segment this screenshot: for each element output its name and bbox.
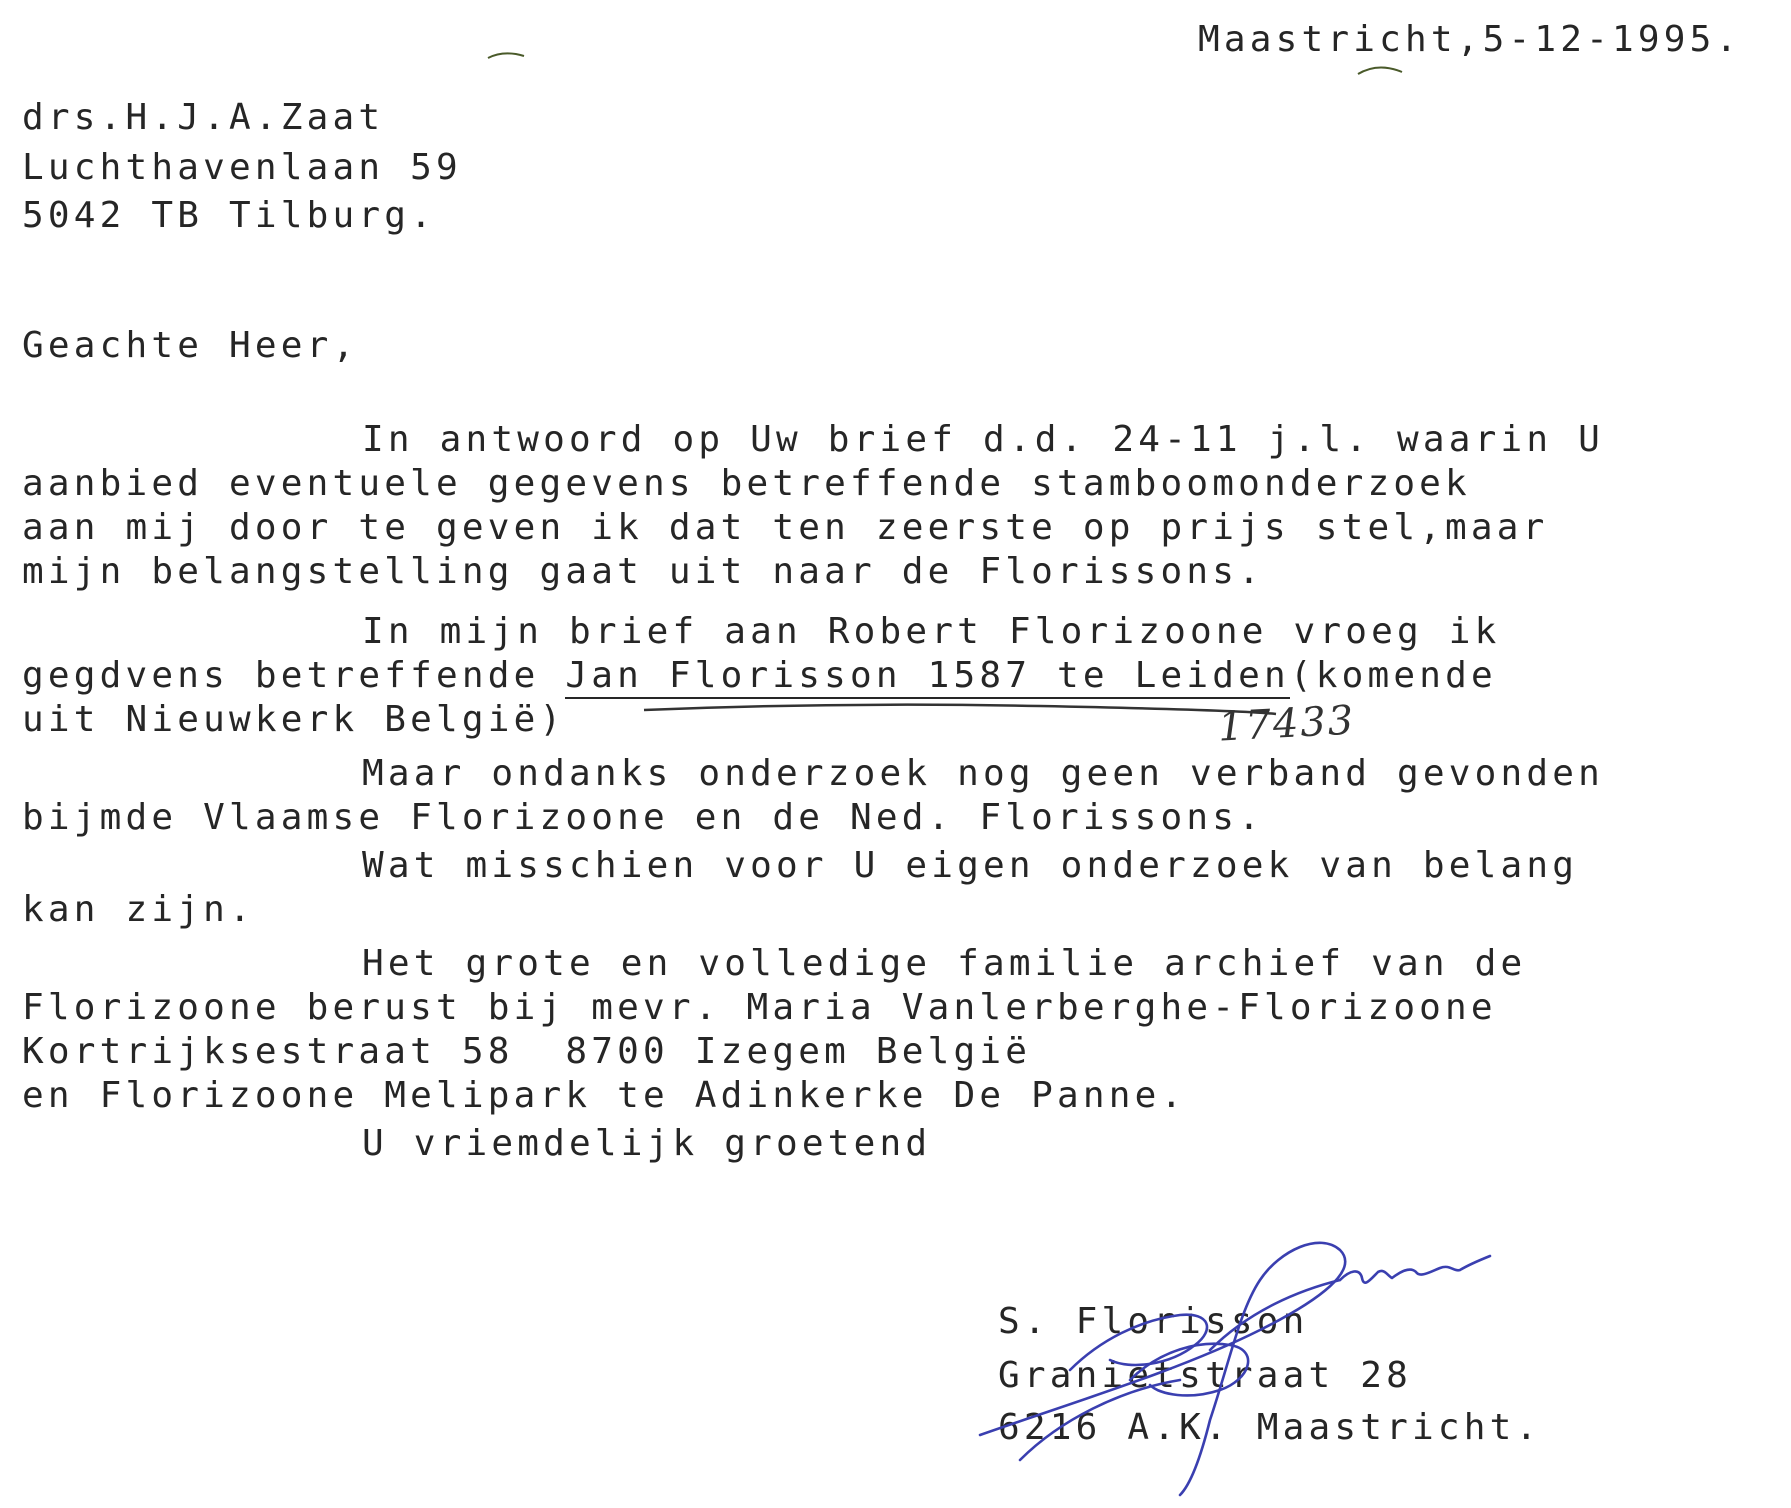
body-text: gegdvens betreffende — [22, 655, 566, 696]
body-line: In antwoord op Uw brief d.d. 24-11 j.l. waarin U — [362, 419, 1604, 460]
body-line: uit Nieuwkerk België) — [22, 699, 566, 740]
signature — [960, 1220, 1600, 1500]
recipient-city: 5042 TB Tilburg. — [22, 195, 436, 236]
body-line: aan mij door te geven ik dat ten zeerste op prijs stel,maar — [22, 507, 1549, 548]
recipient-street: Luchthavenlaan 59 — [22, 147, 462, 188]
body-text: (komende — [1289, 655, 1497, 696]
body-line: aanbied eventuele gegevens betreffende stamboomonderzoek — [22, 463, 1471, 504]
underlined-name: Jan Florisson 1587 te Leiden — [565, 655, 1289, 699]
letter-date: Maastricht,5-12-1995. — [1198, 19, 1742, 60]
body-line: mijn belangstelling gaat uit naar de Florissons. — [22, 551, 1264, 592]
ink-mark — [486, 48, 526, 62]
recipient-name: drs.H.J.A.Zaat — [22, 97, 385, 138]
body-line: bijmde Vlaamse Florizoone en de Ned. Florissons. — [22, 797, 1264, 838]
body-line: kan zijn. — [22, 889, 255, 930]
body-line: Wat misschien voor U eigen onderzoek van belang — [362, 845, 1579, 886]
ink-mark — [1356, 60, 1406, 80]
body-line: Kortrijksestraat 58 8700 Izegem België — [22, 1031, 1032, 1072]
body-line: Florizoone berust bij mevr. Maria Vanlerberghe-Florizoone — [22, 987, 1497, 1028]
salutation: Geachte Heer, — [22, 325, 359, 366]
sender-street: Granietstraat 28 — [998, 1355, 1412, 1396]
handwritten-underline — [640, 700, 1280, 730]
body-line: en Florizoone Melipark te Adinkerke De Panne. — [22, 1075, 1187, 1116]
sender-city: 6216 A.K. Maastricht. — [998, 1407, 1542, 1448]
closing: U vriemdelijk groetend — [362, 1123, 932, 1164]
sender-name: S. Florisson — [998, 1301, 1309, 1342]
body-line: Maar ondanks onderzoek nog geen verband gevonden — [362, 753, 1604, 794]
body-line — [22, 654, 1497, 698]
body-line: In mijn brief aan Robert Florizoone vroeg ik — [362, 611, 1501, 652]
body-line: Het grote en volledige familie archief van de — [362, 943, 1527, 984]
handwritten-note: 17433 — [1216, 697, 1357, 751]
